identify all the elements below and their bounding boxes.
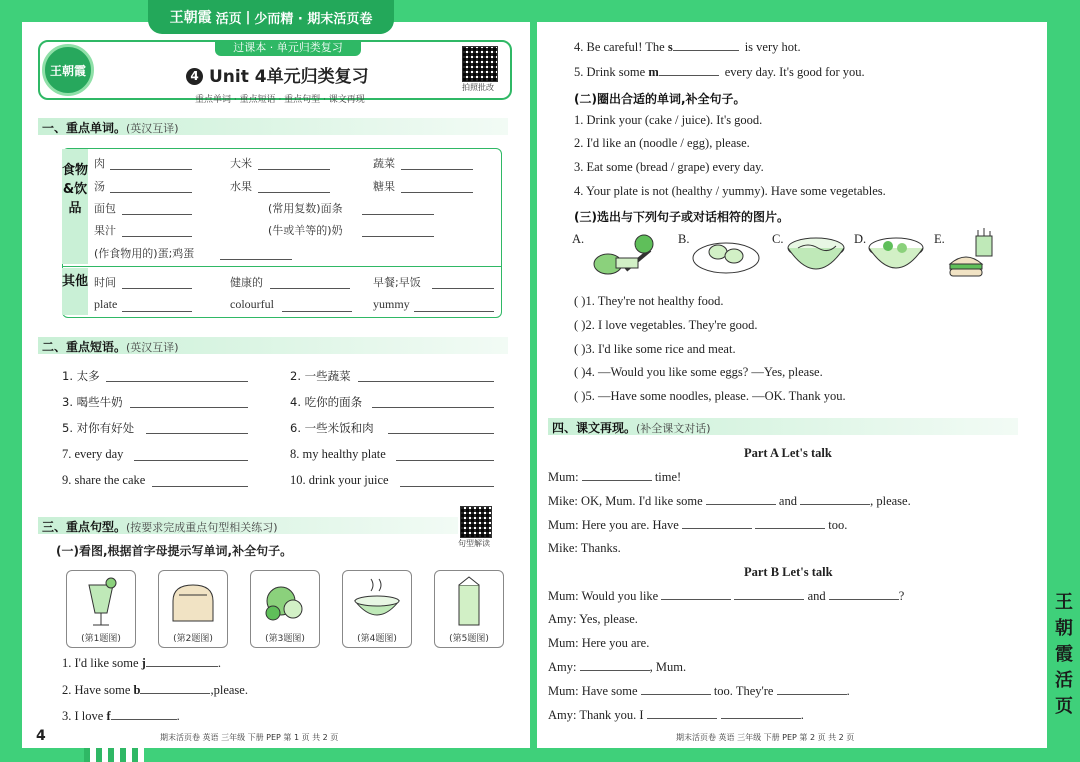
dialogue-line: Mum: Here you are. Have too. xyxy=(548,518,848,532)
picture-fruit: (第3题图) xyxy=(250,570,320,648)
picture-soup: (第4题图) xyxy=(342,570,412,648)
part-b-heading: Part B Let's talk xyxy=(744,565,833,579)
dialogue-line: Amy: , Mum. xyxy=(548,660,687,674)
circle-sentence: 1. Drink your (cake / juice). It's good. xyxy=(574,113,763,127)
vocab-cell: 大米 xyxy=(230,157,252,170)
answer-line[interactable] xyxy=(146,433,248,434)
vegetables-icon xyxy=(586,230,666,280)
vocab-cell: 健康的 xyxy=(230,276,263,289)
picture-juice: (第1题图) xyxy=(66,570,136,648)
answer-line[interactable] xyxy=(106,381,248,382)
answer-line[interactable] xyxy=(122,236,192,237)
circle-sentence: 2. I'd like an (noodle / egg), please. xyxy=(574,136,750,150)
pic-label-c: C. xyxy=(772,232,784,246)
pic-label-d: D. xyxy=(854,232,867,246)
circle-sentence: 4. Your plate is not (healthy / yummy). Have some vegetables. xyxy=(574,184,886,198)
answer-line[interactable] xyxy=(414,311,494,312)
answer-line[interactable] xyxy=(152,486,248,487)
answer-line[interactable] xyxy=(372,407,494,408)
vocab-cell: colourful xyxy=(230,297,274,311)
sub-question-3: (三)选出与下列句子或对话相符的图片。 xyxy=(574,210,789,224)
answer-line[interactable] xyxy=(358,381,494,382)
answer-line[interactable] xyxy=(258,169,330,170)
phrase-item: 1. 太多 xyxy=(62,369,100,383)
milk-carton-icon xyxy=(435,571,503,631)
sub-question-2: (二)圈出合适的单词,补全句子。 xyxy=(574,92,746,106)
answer-line[interactable] xyxy=(270,288,350,289)
vocab-cell: plate xyxy=(94,297,118,311)
phrase-item: 3. 喝些牛奶 xyxy=(62,395,123,409)
pic-label-a: A. xyxy=(572,232,585,246)
dialogue-line: Mum: Here you are. xyxy=(548,636,650,650)
rice-meat-bowl-icon xyxy=(866,228,926,278)
qr-caption: 句型解读 xyxy=(458,539,490,548)
answer-line[interactable] xyxy=(396,460,494,461)
vocab-cell: (常用复数)面条 xyxy=(268,202,343,215)
vocab-cell: 蔬菜 xyxy=(373,157,395,170)
answer-line[interactable] xyxy=(258,192,330,193)
section1-title: 一、重点单词。(英汉互译) xyxy=(42,121,179,135)
phrase-item: 4. 吃你的面条 xyxy=(290,395,363,409)
noodles-bowl-icon xyxy=(784,228,848,278)
vocab-cell: 时间 xyxy=(94,276,116,289)
picture-bread: (第2题图) xyxy=(158,570,228,648)
fruit-icon xyxy=(251,571,319,631)
phrase-item: 2. 一些蔬菜 xyxy=(290,369,351,383)
vocab-cell: 肉 xyxy=(94,157,105,170)
bread-icon xyxy=(159,571,227,631)
header-subline: 重点单词 · 重点短语 · 重点句型 · 课文再现 xyxy=(195,95,365,105)
dialogue-line: Amy: Thank you. I . xyxy=(548,708,804,722)
vocab-cell: 汤 xyxy=(94,180,105,193)
match-item: ( )3. I'd like some rice and meat. xyxy=(574,342,736,356)
answer-line[interactable] xyxy=(122,214,192,215)
fill-sentence-5: 5. Drink some m every day. It's good for you. xyxy=(574,65,865,79)
unit-title-text: Unit 4单元归类复习 xyxy=(209,67,369,87)
vocab-cell: yummy xyxy=(373,297,410,311)
picture-milk: (第5题图) xyxy=(434,570,504,648)
dialogue-line: Amy: Yes, please. xyxy=(548,612,638,626)
soup-icon xyxy=(343,571,411,631)
answer-line[interactable] xyxy=(122,311,192,312)
answer-line[interactable] xyxy=(401,169,473,170)
fill-sentence-1: 1. I'd like some j . xyxy=(62,656,221,670)
section3-title: 三、重点句型。(按要求完成重点句型相关练习) xyxy=(42,520,278,534)
dialogue-line: Mike: Thanks. xyxy=(548,541,621,555)
vocab-cell: 早餐;早饭 xyxy=(373,276,421,289)
qr-code-icon[interactable] xyxy=(460,506,492,538)
phrase-item: 7. every day xyxy=(62,447,124,461)
answer-line[interactable] xyxy=(282,311,352,312)
pic-label-e: E. xyxy=(934,232,945,246)
dialogue-line: Mum: time! xyxy=(548,470,682,484)
vocab-cell: 果汁 xyxy=(94,224,116,237)
fill-sentence-3: 3. I love f . xyxy=(62,709,180,723)
dialogue-line: Mum: Have some too. They're . xyxy=(548,684,850,698)
side-brand: 王 朝 霞 活 页 xyxy=(1055,592,1073,717)
answer-line[interactable] xyxy=(134,460,248,461)
vocab-cell: 水果 xyxy=(230,180,252,193)
unit-number-badge: 4 xyxy=(186,68,203,85)
answer-line[interactable] xyxy=(130,407,248,408)
category-food: 食物&饮品 xyxy=(62,149,88,264)
phrase-item: 8. my healthy plate xyxy=(290,447,386,461)
brand-logo: 王朝霞 xyxy=(42,44,94,96)
vocab-cell: (作食物用的)蛋;鸡蛋 xyxy=(94,247,195,260)
vocab-cell: 糖果 xyxy=(373,180,395,193)
banner-tag: 活页 xyxy=(215,11,242,27)
answer-line[interactable] xyxy=(401,192,473,193)
footer-right: 期末活页卷 英语 三年级 下册 PEP 第 2 页 共 2 页 xyxy=(676,733,855,742)
section2-title: 二、重点短语。(英汉互译) xyxy=(42,340,179,354)
phrase-item: 9. share the cake xyxy=(62,473,146,487)
juice-icon xyxy=(67,571,135,631)
answer-line[interactable] xyxy=(110,192,192,193)
match-item: ( )1. They're not healthy food. xyxy=(574,294,724,308)
section4-title: 四、课文再现。(补全课文对话) xyxy=(552,421,711,435)
answer-line[interactable] xyxy=(220,259,292,260)
dialogue-line: Mike: OK, Mum. I'd like some and , please. xyxy=(548,494,911,508)
answer-line[interactable] xyxy=(388,433,494,434)
table-divider xyxy=(62,266,502,267)
page-number: 4 xyxy=(36,728,46,744)
match-item: ( )4. —Would you like some eggs? —Yes, please. xyxy=(574,365,823,379)
pic-label-b: B. xyxy=(678,232,690,246)
match-item: ( )5. —Have some noodles, please. —OK. Thank you. xyxy=(574,389,846,403)
banner-brand: 王朝霞 xyxy=(169,10,212,26)
footer-left: 期末活页卷 英语 三年级 下册 PEP 第 1 页 共 2 页 xyxy=(160,733,339,742)
page-title xyxy=(186,62,369,87)
phrase-item: 5. 对你有好处 xyxy=(62,421,135,435)
fill-sentence-2: 2. Have some b ,please. xyxy=(62,683,248,697)
part-a-heading: Part A Let's talk xyxy=(744,446,832,460)
category-other: 其他 xyxy=(62,268,88,315)
eggs-icon xyxy=(690,230,762,276)
sub-question-1: (一)看图,根据首字母提示写单词,补全句子。 xyxy=(56,544,293,558)
decorative-stripes xyxy=(84,748,144,762)
fill-sentence-4: 4. Be careful! The s is very hot. xyxy=(574,40,801,54)
circle-sentence: 3. Eat some (bread / grape) every day. xyxy=(574,160,764,174)
phrase-item: 6. 一些米饭和肉 xyxy=(290,421,374,435)
answer-line[interactable] xyxy=(122,288,192,289)
vocab-cell: (牛或羊等的)奶 xyxy=(268,224,343,237)
qr-caption: 拍照批改 xyxy=(462,83,494,92)
answer-line[interactable] xyxy=(362,236,434,237)
match-item: ( )2. I love vegetables. They're good. xyxy=(574,318,758,332)
answer-line[interactable] xyxy=(400,486,494,487)
header-ribbon: 过课本 · 单元归类复习 xyxy=(215,40,361,56)
vocab-cell: 面包 xyxy=(94,202,116,215)
answer-line[interactable] xyxy=(362,214,434,215)
phrase-item: 10. drink your juice xyxy=(290,473,389,487)
qr-code-icon[interactable] xyxy=(462,46,498,82)
burger-fries-icon xyxy=(944,228,1000,284)
banner-title: 少而精 · 期末活页卷 xyxy=(254,11,373,27)
top-banner: 王朝霞 活页 | 少而精 · 期末活页卷 xyxy=(148,0,394,34)
dialogue-line: Mum: Would you like and ? xyxy=(548,589,905,603)
answer-line[interactable] xyxy=(110,169,192,170)
answer-line[interactable] xyxy=(432,288,494,289)
